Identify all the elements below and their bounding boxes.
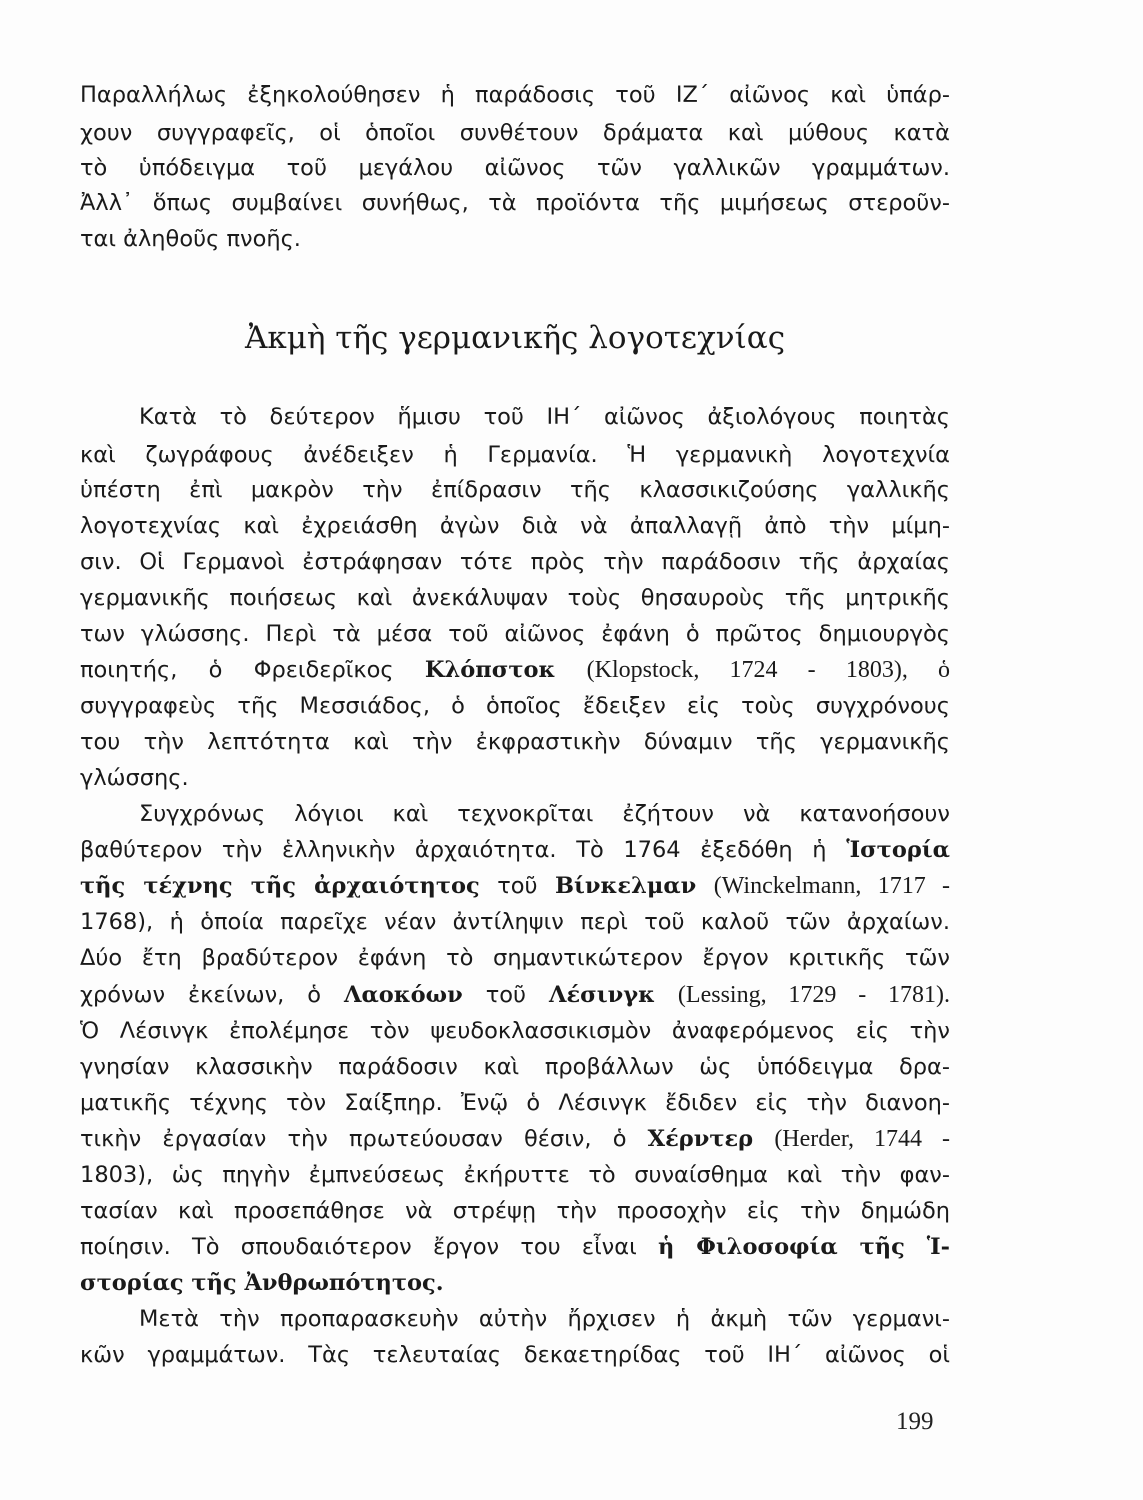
para3-line-2: κῶν γραμμάτων. Τὰς τελευταίας δεκαετηρίδας τοῦ ΙΗ΄ αἰῶνος οἱ	[80, 1342, 950, 1368]
para2-line-1: Συγχρόνως λόγιοι καὶ τεχνοκρῖται ἐζήτουν νὰ κατανοήσουν	[139, 801, 950, 827]
text-run: (Lessing, 1729 - 1781).	[677, 982, 951, 1008]
name-winckelmann: Βίνκελμαν	[555, 873, 697, 899]
text-run: τικὴν ἐργασίαν τὴν πρωτεύουσαν θέσιν, ὁ	[80, 1126, 627, 1152]
text-run: τοῦ	[497, 873, 538, 899]
section-heading: Ἀκμὴ τῆς γερμανικῆς λογοτεχνίας	[244, 320, 786, 356]
text-run: (Winckelmann, 1717 -	[713, 873, 950, 899]
title-history-of-art: Ἱστορία	[846, 837, 950, 863]
para2-line-10	[80, 1124, 950, 1154]
name-lessing: Λέσινγκ	[549, 982, 655, 1008]
intro-line-5: ται ἀληθοῦς πνοῆς.	[80, 226, 301, 252]
intro-line-2: χουν συγγραφεῖς, οἱ ὁποῖοι συνθέτουν δράματα καὶ μύθους κατὰ	[80, 120, 950, 146]
para2-line-11: 1803), ὡς πηγὴν ἐμπνεύσεως ἐκήρυττε τὸ συναίσθημα καὶ τὴν φαν-	[80, 1162, 950, 1188]
para1-line-9: συγγραφεὺς τῆς Μεσσιάδος, ὁ ὁποῖος ἔδειξεν εἰς τοὺς συγχρόνους	[80, 693, 950, 719]
page-number: 199	[896, 1408, 934, 1435]
para2-line-6	[80, 980, 950, 1010]
para1-line-4: λογοτεχνίας καὶ ἐχρειάσθη ἀγὼν διὰ νὰ ἀπαλλαγῇ ἀπὸ τὴν μίμη-	[80, 513, 950, 539]
title-philosophy-of-history: στορίας τῆς Ἀνθρωπότητος.	[80, 1270, 444, 1296]
text-run: ποιητής, ὁ Φρειδερῖκος	[80, 657, 394, 683]
para2-line-7: Ὁ Λέσινγκ ἐπολέμησε τὸν ψευδοκλασσικισμὸν ἀναφερόμενος εἰς τὴν	[80, 1018, 950, 1044]
para2-line-5: Δύο ἔτη βραδύτερον ἐφάνη τὸ σημαντικώτερον ἔργον κριτικῆς τῶν	[80, 945, 950, 971]
para2-line-2	[80, 835, 950, 865]
para1-line-11: γλώσσης.	[80, 765, 189, 791]
para2-line-14	[80, 1268, 950, 1298]
para2-line-4: 1768), ἡ ὁποία παρεῖχε νέαν ἀντίληψιν περὶ τοῦ καλοῦ τῶν ἀρχαίων.	[80, 909, 950, 935]
name-klopstock: Κλόπστοκ	[424, 657, 556, 683]
para2-line-8: γνησίαν κλασσικὴν παράδοσιν καὶ προβάλλων ὡς ὑπόδειγμα δρα-	[80, 1054, 950, 1080]
title-history-of-art: τῆς τέχνης τῆς ἀρχαιότητος	[80, 873, 480, 899]
para1-line-10: του τὴν λεπτότητα καὶ τὴν ἐκφραστικὴν δύναμιν τῆς γερμανικῆς	[80, 729, 950, 755]
para1-line-1: Κατὰ τὸ δεύτερον ἥμισυ τοῦ ΙΗ΄ αἰῶνος ἀξιολόγους ποιητὰς	[139, 404, 950, 430]
text-run: τοῦ	[485, 982, 527, 1008]
intro-line-4: Ἀλλ᾽ ὅπως συμβαίνει συνήθως, τὰ προϊόντα τῆς μιμήσεως στεροῦν-	[80, 190, 950, 216]
text-run: (Herder, 1744 -	[774, 1126, 950, 1152]
intro-line-3: τὸ ὑπόδειγμα τοῦ μεγάλου αἰῶνος τῶν γαλλικῶν γραμμάτων.	[80, 155, 950, 181]
para2-line-9: ματικῆς τέχνης τὸν Σαίξπηρ. Ἐνῷ ὁ Λέσινγκ ἔδιδεν εἰς τὴν διανοη-	[80, 1090, 950, 1116]
title-philosophy-of-history: ἡ Φιλοσοφία τῆς Ἱ-	[657, 1234, 950, 1260]
text-run: χρόνων ἐκείνων, ὁ	[80, 982, 322, 1008]
para1-line-2: καὶ ζωγράφους ἀνέδειξεν ἡ Γερμανία. Ἡ γερμανικὴ λογοτεχνία	[80, 442, 950, 468]
text-run: (Klopstock, 1724 - 1803), ὁ	[586, 657, 950, 683]
text-run: ποίησιν. Τὸ σπουδαιότερον ἔργον του εἶναι	[80, 1234, 637, 1260]
para1-line-3: ὑπέστη ἐπὶ μακρὸν τὴν ἐπίδρασιν τῆς κλασσικιζούσης γαλλικῆς	[80, 477, 950, 503]
para1-line-6: γερμανικῆς ποιήσεως καὶ ἀνεκάλυψαν τοὺς θησαυροὺς τῆς μητρικῆς	[80, 585, 950, 611]
para3-line-1: Μετὰ τὴν προπαρασκευὴν αὐτὴν ἤρχισεν ἡ ἀκμὴ τῶν γερμανι-	[139, 1306, 950, 1332]
para2-line-12: τασίαν καὶ προσεπάθησε νὰ στρέψῃ τὴν προσοχὴν εἰς τὴν δημώδη	[80, 1198, 950, 1224]
para1-line-8	[80, 655, 950, 685]
name-herder: Χέρντερ	[647, 1126, 754, 1152]
para2-line-13	[80, 1232, 950, 1262]
text-run: βαθύτερον τὴν ἑλληνικὴν ἀρχαιότητα. Τὸ 1764 ἐξεδόθη ἡ	[80, 837, 827, 863]
para1-line-5: σιν. Οἱ Γερμανοὶ ἐστράφησαν τότε πρὸς τὴν παράδοσιν τῆς ἀρχαίας	[80, 549, 950, 575]
intro-line-1: Παραλλήλως ἐξηκολούθησεν ἡ παράδοσις τοῦ ΙΖ΄ αἰῶνος καὶ ὑπάρ-	[80, 82, 950, 108]
para2-line-3	[80, 871, 950, 901]
title-laocoon: Λαοκόων	[344, 982, 463, 1008]
para1-line-7: των γλώσσης. Περὶ τὰ μέσα τοῦ αἰῶνος ἐφάνη ὁ πρῶτος δημιουργὸς	[80, 621, 950, 647]
